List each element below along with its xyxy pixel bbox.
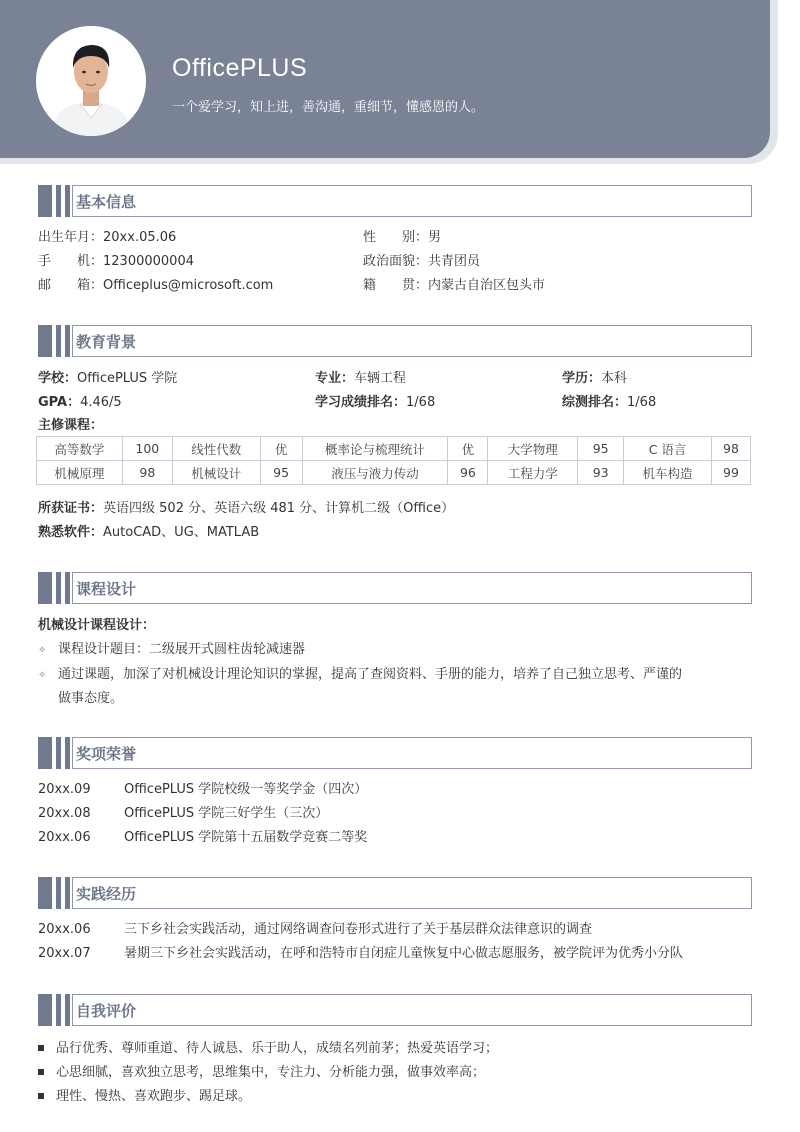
course-score: 93	[578, 461, 624, 485]
section-header-practice	[38, 877, 752, 909]
resume-motto: 一个爱学习，知上进，善沟通，重细节，懂感恩的人。	[172, 100, 485, 115]
course-score: 95	[260, 461, 302, 485]
section-header-basic	[38, 185, 752, 217]
gender-value: 男	[428, 230, 442, 245]
course-name: 机械原理	[37, 461, 123, 485]
course-name: 概率论与梳理统计	[302, 437, 448, 461]
course-name: 机械设计	[172, 461, 260, 485]
course-score: 95	[578, 437, 624, 461]
practice-item	[38, 918, 592, 937]
square-bullet-icon	[38, 1093, 44, 1099]
origin-value: 内蒙古自治区包头市	[428, 278, 546, 293]
section-title: 奖项荣誉	[76, 745, 137, 763]
square-bullet-icon	[38, 1069, 44, 1075]
table-row	[37, 437, 751, 461]
section-title: 基本信息	[76, 193, 137, 211]
course-score: 99	[712, 461, 751, 485]
section-header-self-eval	[38, 994, 752, 1026]
course-score: 96	[448, 461, 488, 485]
course-table	[36, 436, 751, 485]
course-name: 大学物理	[488, 437, 578, 461]
origin-row: 籍 贯：内蒙古自治区包头市	[363, 278, 546, 293]
avatar	[36, 26, 146, 136]
section-title: 自我评价	[76, 1002, 137, 1020]
section-header-education	[38, 325, 752, 357]
degree-row: 学历：本科	[562, 371, 628, 386]
course-score: 优	[260, 437, 302, 461]
course-name: 高等数学	[37, 437, 123, 461]
birth-value: 20xx.05.06	[103, 230, 177, 245]
course-name: 工程力学	[488, 461, 578, 485]
email-value: Officeplus@microsoft.com	[103, 278, 274, 293]
square-bullet-icon	[38, 1045, 44, 1051]
politics-row: 政治面貌：共青团员	[363, 254, 481, 269]
table-row	[37, 461, 751, 485]
practice-text: 三下乡社会实践活动，通过网络调查问卷形式进行了关于基层群众法律意识的调查	[124, 922, 593, 937]
award-text: OfficePLUS 学院第十五届数学竞赛二等奖	[124, 830, 368, 845]
practice-date: 20xx.06	[38, 922, 91, 937]
award-text: OfficePLUS 学院校级一等奖学金（四次）	[124, 782, 368, 797]
diamond-bullet-icon: ✧	[38, 645, 47, 656]
gender-row: 性 别：男	[363, 230, 442, 245]
award-date: 20xx.06	[38, 830, 91, 845]
course-score: 98	[122, 461, 172, 485]
resume-name: OfficePLUS	[172, 54, 308, 82]
list-item: 品行优秀、尊师重道、待人诚恳、乐于助人，成绩名列前茅；热爱英语学习；	[38, 1037, 498, 1056]
list-item: ✧ 通过课题，加深了对机械设计理论知识的掌握，提高了查阅资料、手册的能力，培养了自己独立思考、严谨的	[38, 667, 683, 682]
phone-value: 12300000004	[103, 254, 194, 269]
overall-rank-row: 综测排名：1/68	[562, 395, 657, 410]
practice-item	[38, 942, 683, 961]
gpa-row: GPA：4.46/5	[38, 395, 122, 410]
award-item	[38, 802, 328, 821]
course-name: 液压与液力传动	[302, 461, 448, 485]
course-design-heading: 机械设计课程设计：	[38, 618, 156, 633]
diamond-bullet-icon: ✧	[38, 670, 47, 681]
course-score: 优	[448, 437, 488, 461]
section-header-awards	[38, 737, 752, 769]
award-date: 20xx.09	[38, 782, 91, 797]
section-header-course-design	[38, 572, 752, 604]
course-name: 机车构造	[624, 461, 712, 485]
course-score: 100	[122, 437, 172, 461]
email-row: 邮 箱：Officeplus@microsoft.com	[38, 278, 274, 293]
practice-text: 暑期三下乡社会实践活动，在呼和浩特市自闭症儿童恢复中心做志愿服务，被学院评为优秀小分队	[124, 946, 684, 961]
school-row: 学校：OfficePLUS 学院	[38, 371, 178, 386]
section-title: 实践经历	[76, 885, 137, 903]
list-item: 心思细腻，喜欢独立思考，思维集中，专注力、分析能力强，做事效率高；	[38, 1061, 485, 1080]
rank-row: 学习成绩排名：1/68	[315, 395, 436, 410]
cert-row: 所获证书：英语四级 502 分、英语六级 481 分、计算机二级（Office）	[38, 501, 455, 516]
section-title: 课程设计	[76, 580, 137, 598]
award-date: 20xx.08	[38, 806, 91, 821]
birth-row: 出生年月：20xx.05.06	[38, 230, 177, 245]
award-item	[38, 826, 367, 845]
list-item: ✧ 课程设计题目：二级展开式圆柱齿轮减速器	[38, 642, 306, 657]
award-item	[38, 778, 367, 797]
award-text: OfficePLUS 学院三好学生（三次）	[124, 806, 329, 821]
major-row: 专业：车辆工程	[315, 371, 407, 386]
software-row: 熟悉软件：AutoCAD、UG、MATLAB	[38, 525, 260, 540]
politics-value: 共青团员	[428, 254, 481, 269]
courses-label: 主修课程：	[38, 418, 104, 433]
list-item: 理性、慢热、喜欢跑步、踢足球。	[38, 1085, 251, 1104]
course-score: 98	[712, 437, 751, 461]
phone-row: 手 机：12300000004	[38, 254, 194, 269]
course-name: C 语言	[624, 437, 712, 461]
list-item-continuation: 做事态度。	[58, 691, 124, 706]
course-name: 线性代数	[172, 437, 260, 461]
section-title: 教育背景	[76, 333, 137, 351]
practice-date: 20xx.07	[38, 946, 91, 961]
